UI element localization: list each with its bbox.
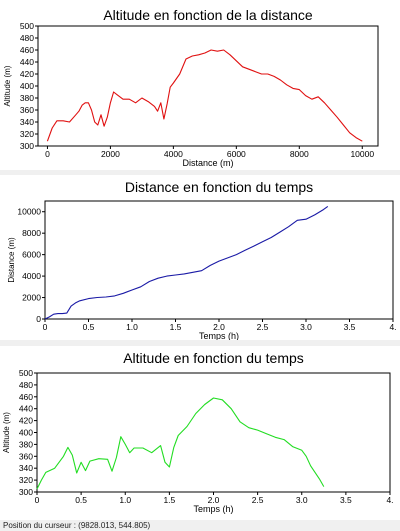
x-tick-label: 1.0 [126,322,138,332]
x-tick-label: 4. [386,495,394,505]
plot-frame [45,201,393,319]
y-tick-label: 360 [19,105,34,115]
x-tick-label: 2.0 [213,322,225,332]
x-tick-label: 0.5 [75,495,88,505]
x-tick-label: 3.5 [339,495,352,505]
chart-title: Altitude en fonction du temps [123,350,304,366]
y-tick-label: 420 [18,415,33,426]
x-tick-label: 1.5 [169,322,182,332]
x-tick-label: 3.5 [343,322,356,332]
x-tick-label: 2000 [100,149,120,159]
x-tick-label: 4000 [163,149,183,159]
y-tick-label: 360 [18,451,33,462]
y-tick-label: 460 [19,45,34,55]
chart-altitude-temps [0,346,400,520]
chart-title: Distance en fonction du temps [124,179,314,195]
x-axis-label: Distance (m) [182,158,234,168]
y-tick-label: 8000 [22,228,41,239]
x-tick-label: 4. [389,322,397,332]
plot-frame [37,373,390,492]
y-tick-label: 440 [18,403,33,414]
x-tick-label: 1.5 [163,495,176,505]
y-tick-label: 2000 [22,292,41,303]
y-tick-label: 300 [18,487,33,497]
y-tick-label: 440 [19,57,34,67]
status-bar [0,520,400,531]
y-tick-label: 320 [19,129,34,139]
x-tick-label: 3.0 [300,322,312,332]
x-tick-label: 6000 [226,149,246,159]
y-tick-label: 380 [18,439,33,450]
y-tick-label: 400 [19,81,34,91]
chart-distance-temps [0,175,400,340]
x-tick-label: 0.5 [82,322,95,332]
plot-frame [38,26,378,146]
y-tick-label: 380 [19,93,34,103]
x-tick-label: 0 [34,495,40,505]
y-tick-label: 320 [18,475,33,486]
x-axis-label: Temps (h) [198,331,240,340]
y-tick-label: 500 [19,21,34,31]
chart-altitude-temps-svg [0,346,400,520]
y-axis-label: Distance (m) [7,237,16,283]
x-tick-label: 2.5 [256,322,269,332]
y-tick-label: 6000 [22,249,41,260]
y-tick-label: 340 [19,117,34,127]
y-axis-label: Altitude (m) [2,412,11,453]
x-tick-label: 1.0 [119,495,132,505]
x-tick-label: 0 [42,322,48,332]
y-tick-label: 0 [36,314,41,324]
y-tick-label: 340 [18,463,33,474]
chart-altitude-distance [0,0,400,170]
y-tick-label: 480 [18,379,33,390]
y-tick-label: 420 [19,69,34,79]
y-tick-label: 480 [19,33,34,43]
cursor-position-text: Position du curseur : (9828.013, 544.805) [3,521,151,530]
chart-distance-temps-svg [0,175,400,340]
x-tick-label: 3.0 [295,495,308,505]
y-axis-label: Altitude (m) [3,65,12,107]
y-tick-label: 4000 [22,271,41,282]
chart-title: Altitude en fonction de la distance [103,7,313,23]
y-tick-label: 460 [18,391,33,402]
y-tick-label: 300 [19,141,34,151]
x-tick-label: 2.0 [207,495,220,505]
x-tick-label: 2.5 [251,495,264,505]
y-tick-label: 500 [18,368,33,378]
x-tick-label: 0 [45,149,50,159]
x-tick-label: 10000 [350,149,375,159]
x-axis-label: Temps (h) [193,504,234,514]
y-tick-label: 400 [18,427,33,438]
y-tick-label: 10000 [17,206,41,217]
x-tick-label: 8000 [289,149,309,159]
chart-altitude-distance-svg [0,0,400,170]
